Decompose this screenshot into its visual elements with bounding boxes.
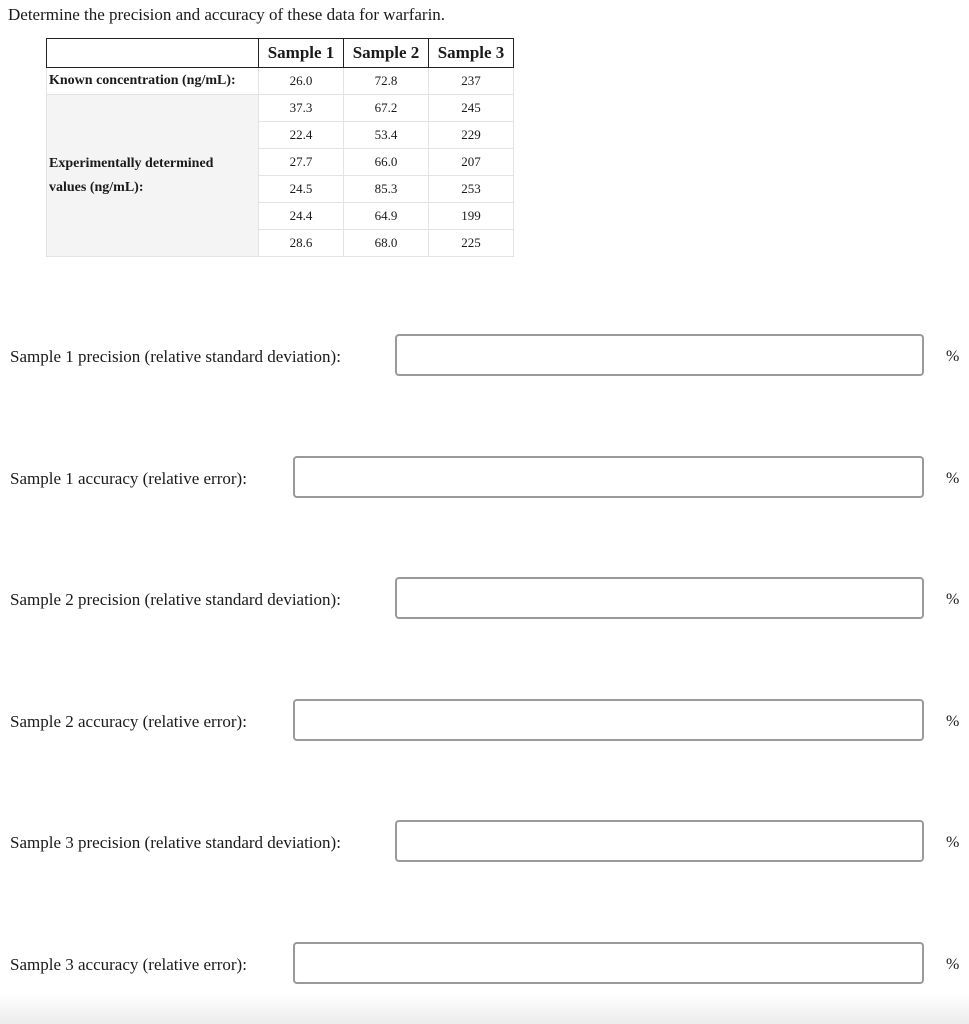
- sample-3-precision-input[interactable]: [395, 820, 924, 862]
- unit-label: %: [946, 956, 960, 973]
- question-row-sample-2-precision: [0, 577, 969, 623]
- cell-value: 28.6: [259, 230, 344, 257]
- table-corner-cell: [47, 39, 259, 68]
- cell-value: 37.3: [259, 95, 344, 122]
- cell-value: 24.5: [259, 176, 344, 203]
- instructions-text: Determine the precision and accuracy of these data for warfarin.: [8, 5, 446, 24]
- question-row-sample-3-accuracy: [0, 942, 969, 988]
- question-label: Sample 3 accuracy (relative error):: [10, 955, 247, 974]
- cell-value: 66.0: [344, 149, 429, 176]
- header-sample-3: Sample 3: [429, 39, 514, 68]
- cell-value: 27.7: [259, 149, 344, 176]
- sample-2-accuracy-input[interactable]: [293, 699, 924, 741]
- header-sample-2: Sample 2: [344, 39, 429, 68]
- unit-label: %: [946, 470, 960, 487]
- cell-value: 245: [429, 95, 514, 122]
- known-concentration-label: Known concentration (ng/mL):: [47, 68, 259, 95]
- cell-value: 68.0: [344, 230, 429, 257]
- question-row-sample-3-precision: [0, 820, 969, 866]
- sample-1-precision-input[interactable]: [395, 334, 924, 376]
- cell-value: 22.4: [259, 122, 344, 149]
- known-value-sample-3: 237: [429, 68, 514, 95]
- cell-value: 64.9: [344, 203, 429, 230]
- cell-value: 229: [429, 122, 514, 149]
- table-header-row: [47, 39, 514, 68]
- cell-value: 225: [429, 230, 514, 257]
- cell-value: 199: [429, 203, 514, 230]
- question-label: Sample 2 precision (relative standard deviation):: [10, 590, 341, 609]
- question-row-sample-2-accuracy: [0, 699, 969, 745]
- header-sample-1: Sample 1: [259, 39, 344, 68]
- warfarin-data-table: [46, 38, 514, 257]
- cell-value: 53.4: [344, 122, 429, 149]
- known-value-sample-2: 72.8: [344, 68, 429, 95]
- unit-label: %: [946, 591, 960, 608]
- unit-label: %: [946, 348, 960, 365]
- known-row: [47, 68, 514, 95]
- sample-2-precision-input[interactable]: [395, 577, 924, 619]
- sample-1-accuracy-input[interactable]: [293, 456, 924, 498]
- experimental-label-line1: Experimentally determined: [49, 155, 214, 171]
- known-value-sample-1: 26.0: [259, 68, 344, 95]
- unit-label: %: [946, 834, 960, 851]
- cell-value: 85.3: [344, 176, 429, 203]
- cell-value: 24.4: [259, 203, 344, 230]
- experimental-values-label: [47, 95, 259, 257]
- table-row: [47, 95, 514, 122]
- experimental-label-line2: values (ng/mL):: [49, 179, 144, 195]
- bottom-fade: [0, 994, 969, 1024]
- unit-label: %: [946, 713, 960, 730]
- sample-3-accuracy-input[interactable]: [293, 942, 924, 984]
- question-label: Sample 2 accuracy (relative error):: [10, 712, 247, 731]
- question-label: Sample 1 accuracy (relative error):: [10, 469, 247, 488]
- question-label: Sample 3 precision (relative standard deviation):: [10, 833, 341, 852]
- question-label: Sample 1 precision (relative standard deviation):: [10, 347, 341, 366]
- cell-value: 207: [429, 149, 514, 176]
- cell-value: 67.2: [344, 95, 429, 122]
- question-row-sample-1-precision: [0, 334, 969, 380]
- question-row-sample-1-accuracy: [0, 456, 969, 502]
- cell-value: 253: [429, 176, 514, 203]
